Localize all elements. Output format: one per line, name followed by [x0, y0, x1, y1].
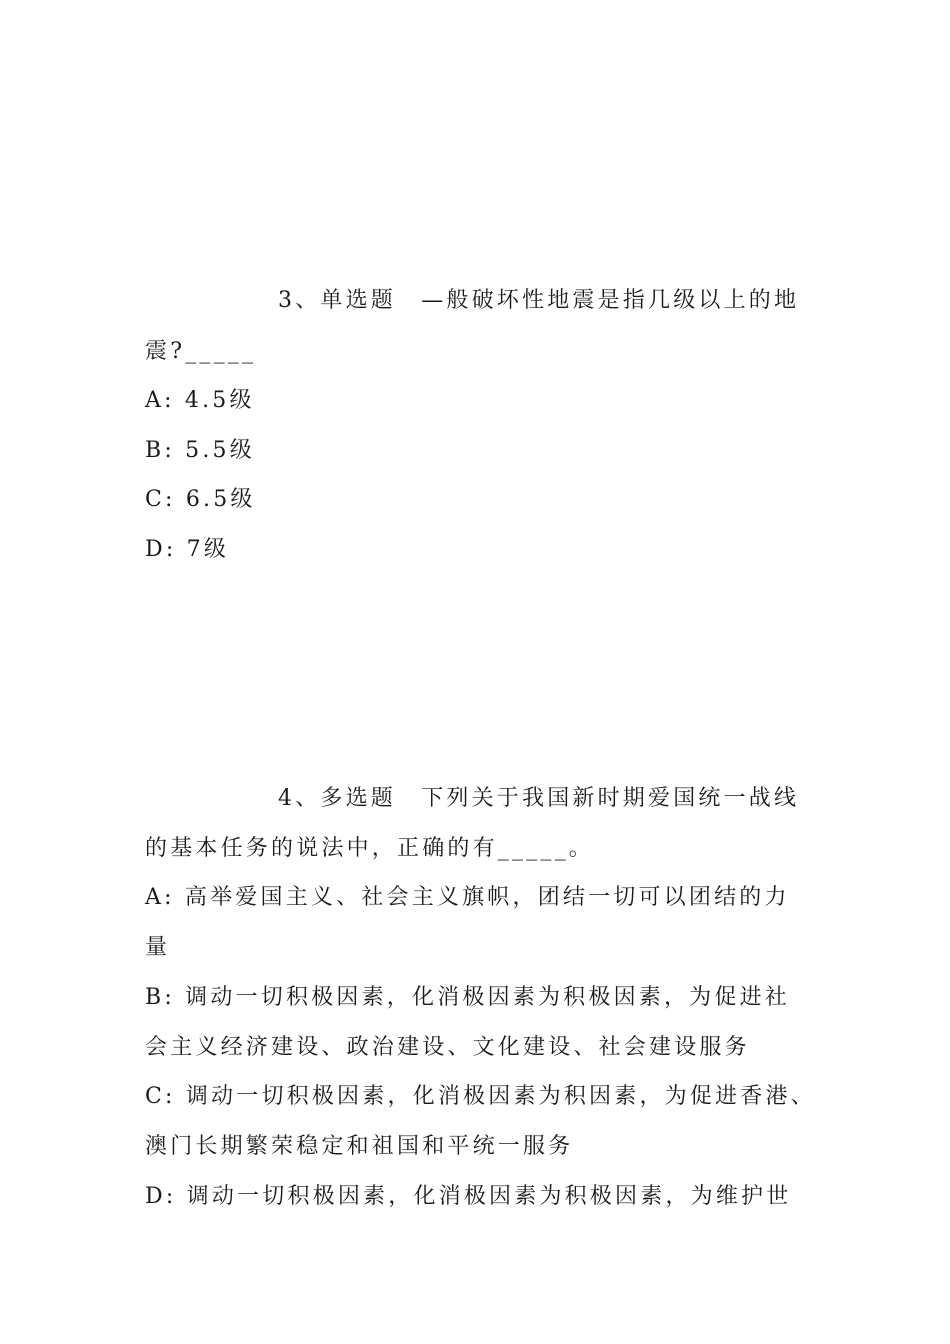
q4-option-a-continuation: 量 [145, 935, 171, 960]
q4-option-c-continuation: 澳门长期繁荣稳定和祖国和平统一服务 [145, 1134, 574, 1159]
q3-option-d: D: 7级 [145, 537, 230, 562]
q4-option-d: D: 调动一切积极因素，化消极因素为积极因素，为维护世 [145, 1184, 792, 1209]
q3-option-b: B: 5.5级 [145, 438, 255, 463]
q3-option-a: A: 4.5级 [145, 388, 255, 413]
q4-option-c: C: 调动一切积极因素，化消极因素为积因素，为促进香港、 [145, 1084, 816, 1109]
q4-header: 4、多选题 下列关于我国新时期爱国统一战线 [278, 786, 800, 811]
q4-stem-continuation: 的基本任务的说法中，正确的有_____。 [145, 836, 595, 861]
q3-header: 3、单选题 —般破坏性地震是指几级以上的地 [278, 288, 800, 313]
q3-stem-continuation: 震?_____ [145, 339, 257, 364]
q4-option-a: A: 高举爱国主义、社会主义旗帜，团结一切可以团结的力 [145, 885, 790, 910]
q4-option-b: B: 调动一切积极因素，化消极因素为积极因素，为促进社 [145, 985, 790, 1010]
q3-option-c: C: 6.5级 [145, 487, 256, 512]
q4-option-b-continuation: 会主义经济建设、政治建设、文化建设、社会建设服务 [145, 1035, 750, 1060]
